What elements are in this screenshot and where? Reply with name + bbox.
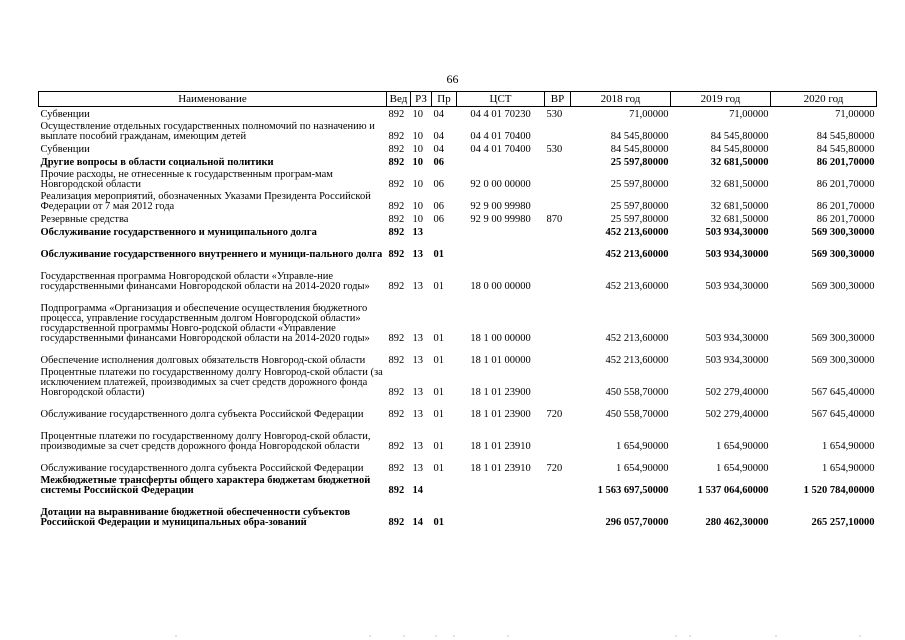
row-cst: 04 4 01 70400 bbox=[470, 144, 531, 155]
row-vr bbox=[545, 344, 571, 366]
row-rz: 13 bbox=[412, 387, 423, 398]
row-cst: 18 1 01 23910 bbox=[470, 463, 531, 474]
row-amount-2020: 86 201,70000 bbox=[816, 179, 875, 190]
row-pr: 06 bbox=[433, 179, 444, 190]
row-amount-2020: 569 300,30000 bbox=[811, 227, 875, 238]
row-ved: 892 bbox=[388, 214, 405, 225]
row-name: Обслуживание государственного долга субъекта Российской Федерации bbox=[40, 463, 364, 474]
row-amount-2018: 450 558,70000 bbox=[605, 387, 669, 398]
row-amount-2020: 569 300,30000 bbox=[811, 333, 875, 344]
row-vr bbox=[545, 225, 571, 238]
row-amount-2018: 452 213,60000 bbox=[605, 227, 669, 238]
row-ved: 892 bbox=[388, 179, 405, 190]
row-pr: 06 bbox=[433, 201, 444, 212]
row-ved: 892 bbox=[388, 157, 405, 168]
row-name: Прочие расходы, не отнесенные к государственным програм-мам Новгородской области bbox=[40, 169, 333, 190]
row-amount-2018: 1 654,90000 bbox=[616, 463, 669, 474]
row-pr: 01 bbox=[433, 517, 444, 528]
row-ved: 892 bbox=[388, 409, 405, 420]
row-cst bbox=[457, 155, 545, 168]
row-amount-2018: 25 597,80000 bbox=[610, 201, 669, 212]
row-pr: 01 bbox=[433, 441, 444, 452]
table-row bbox=[39, 238, 877, 260]
row-name: Обеспечение исполнения долговых обязательств Новгород-ской области bbox=[40, 355, 366, 366]
row-amount-2018: 452 213,60000 bbox=[605, 281, 669, 292]
row-vr: 720 bbox=[546, 463, 563, 474]
row-ved: 892 bbox=[388, 144, 405, 155]
row-amount-2019: 71,00000 bbox=[729, 109, 769, 120]
budget-table bbox=[38, 91, 877, 528]
row-amount-2019: 503 934,30000 bbox=[705, 281, 769, 292]
row-amount-2019: 502 279,40000 bbox=[705, 387, 769, 398]
row-ved: 892 bbox=[388, 249, 405, 260]
row-vr bbox=[545, 292, 571, 344]
row-ved: 892 bbox=[388, 109, 405, 120]
row-vr: 530 bbox=[546, 144, 563, 155]
row-cst bbox=[457, 225, 545, 238]
table-row bbox=[39, 190, 877, 212]
row-name: Процентные платежи по государственному долгу Новгород-ской области (за исключением платежей, производимых за счет средств дорожного фонда Новгородской области) bbox=[40, 367, 383, 398]
row-cst: 92 0 00 00000 bbox=[470, 179, 531, 190]
row-vr bbox=[545, 260, 571, 292]
row-pr: 04 bbox=[433, 144, 444, 155]
row-amount-2020: 567 645,40000 bbox=[811, 409, 875, 420]
row-rz: 14 bbox=[412, 485, 423, 496]
row-name: Дотации на выравнивание бюджетной обеспеченности субъектов Российской Федерации и муниципальных обра-зований bbox=[40, 507, 351, 528]
row-name: Государственная программа Новгородской области «Управле-ние государственными финансами Новгородской области на 2014-2020 годы» bbox=[40, 271, 370, 292]
table-row bbox=[39, 212, 877, 225]
row-name: Процентные платежи по государственному долгу Новгород-ской области, производимые за счет средств дорожного фонда Новгородской области bbox=[40, 431, 371, 452]
row-name: Подпрограмма «Организация и обеспечение осуществления бюджетного процесса, управление государственным долгом Новгородской области» государственной программы Новго-родской области «Управление государственными финансами Новгородской области на 2014-2020 годы» bbox=[40, 303, 370, 344]
row-ved: 892 bbox=[388, 227, 405, 238]
row-pr: 01 bbox=[433, 333, 444, 344]
row-rz: 13 bbox=[412, 355, 423, 366]
row-amount-2019: 32 681,50000 bbox=[710, 157, 769, 168]
row-vr bbox=[545, 238, 571, 260]
row-amount-2018: 25 597,80000 bbox=[610, 214, 669, 225]
row-vr bbox=[545, 168, 571, 190]
header-pr: Пр bbox=[432, 92, 457, 107]
row-rz: 10 bbox=[412, 201, 423, 212]
row-amount-2020: 567 645,40000 bbox=[811, 387, 875, 398]
row-rz: 13 bbox=[412, 463, 423, 474]
row-vr bbox=[545, 496, 571, 528]
row-ved: 892 bbox=[388, 441, 405, 452]
row-amount-2018: 452 213,60000 bbox=[605, 333, 669, 344]
row-rz: 14 bbox=[412, 517, 423, 528]
row-amount-2019: 503 934,30000 bbox=[705, 249, 769, 260]
row-name: Другие вопросы в области социальной политики bbox=[40, 157, 274, 168]
row-amount-2018: 450 558,70000 bbox=[605, 409, 669, 420]
row-vr bbox=[545, 474, 571, 496]
header-2020: 2020 год bbox=[771, 92, 877, 107]
row-rz: 10 bbox=[412, 144, 423, 155]
row-amount-2018: 1 563 697,50000 bbox=[597, 485, 669, 496]
row-pr: 04 bbox=[433, 109, 444, 120]
row-name: Резервные средства bbox=[40, 214, 129, 225]
table-row bbox=[39, 496, 877, 528]
row-pr bbox=[432, 225, 457, 238]
row-name: Субвенции bbox=[40, 144, 90, 155]
row-amount-2020: 569 300,30000 bbox=[811, 249, 875, 260]
row-cst: 92 9 00 99980 bbox=[470, 214, 531, 225]
row-vr: 530 bbox=[546, 109, 563, 120]
table-row bbox=[39, 474, 877, 496]
bottom-scan-artifacts bbox=[0, 632, 905, 640]
row-vr bbox=[545, 155, 571, 168]
row-amount-2019: 280 462,30000 bbox=[705, 517, 769, 528]
row-amount-2019: 1 654,90000 bbox=[716, 463, 769, 474]
row-pr: 01 bbox=[433, 463, 444, 474]
page-number: 66 bbox=[446, 72, 459, 86]
row-amount-2018: 452 213,60000 bbox=[605, 355, 669, 366]
row-amount-2018: 452 213,60000 bbox=[605, 249, 669, 260]
row-pr bbox=[432, 474, 457, 496]
row-name: Обслуживание государственного и муниципального долга bbox=[40, 227, 317, 238]
table-row bbox=[39, 107, 877, 121]
row-amount-2020: 84 545,80000 bbox=[816, 131, 875, 142]
row-rz: 10 bbox=[412, 109, 423, 120]
row-amount-2019: 1 537 064,60000 bbox=[697, 485, 769, 496]
row-vr: 720 bbox=[546, 409, 563, 420]
row-amount-2020: 84 545,80000 bbox=[816, 144, 875, 155]
header-2018: 2018 год bbox=[571, 92, 671, 107]
row-amount-2019: 32 681,50000 bbox=[710, 179, 769, 190]
row-name: Реализация мероприятий, обозначенных Указами Президента Российской Федерации от 7 мая 2012 года bbox=[40, 191, 371, 212]
table-row bbox=[39, 452, 877, 474]
row-amount-2020: 1 654,90000 bbox=[822, 463, 875, 474]
row-amount-2018: 25 597,80000 bbox=[610, 157, 669, 168]
row-vr bbox=[545, 190, 571, 212]
row-rz: 10 bbox=[412, 214, 423, 225]
row-cst: 18 1 00 00000 bbox=[470, 333, 531, 344]
row-cst bbox=[457, 474, 545, 496]
row-amount-2020: 569 300,30000 bbox=[811, 281, 875, 292]
row-amount-2020: 71,00000 bbox=[835, 109, 875, 120]
row-cst: 18 1 01 23900 bbox=[470, 409, 531, 420]
row-amount-2018: 296 057,70000 bbox=[605, 517, 669, 528]
row-ved: 892 bbox=[388, 463, 405, 474]
row-rz: 13 bbox=[412, 333, 423, 344]
table-row bbox=[39, 120, 877, 142]
row-name: Обслуживание государственного внутреннего и муници-пального долга bbox=[40, 249, 383, 260]
row-amount-2019: 84 545,80000 bbox=[710, 131, 769, 142]
row-amount-2020: 1 520 784,00000 bbox=[803, 485, 875, 496]
table-row bbox=[39, 225, 877, 238]
table-row bbox=[39, 420, 877, 452]
row-amount-2018: 71,00000 bbox=[629, 109, 669, 120]
row-amount-2020: 86 201,70000 bbox=[816, 214, 875, 225]
row-amount-2019: 502 279,40000 bbox=[705, 409, 769, 420]
row-amount-2018: 84 545,80000 bbox=[610, 131, 669, 142]
row-amount-2019: 32 681,50000 bbox=[710, 201, 769, 212]
row-amount-2019: 503 934,30000 bbox=[705, 333, 769, 344]
row-vr bbox=[545, 420, 571, 452]
row-cst: 04 4 01 70230 bbox=[470, 109, 531, 120]
row-cst bbox=[457, 496, 545, 528]
row-amount-2019: 32 681,50000 bbox=[710, 214, 769, 225]
row-cst: 18 1 01 00000 bbox=[470, 355, 531, 366]
header-vr: ВР bbox=[545, 92, 571, 107]
row-cst: 18 1 01 23900 bbox=[470, 387, 531, 398]
row-pr: 01 bbox=[433, 249, 444, 260]
row-rz: 13 bbox=[412, 249, 423, 260]
header-ved: Вед bbox=[387, 92, 411, 107]
row-pr: 04 bbox=[433, 131, 444, 142]
header-rz: РЗ bbox=[411, 92, 432, 107]
row-pr: 01 bbox=[433, 355, 444, 366]
row-amount-2019: 503 934,30000 bbox=[705, 355, 769, 366]
row-rz: 10 bbox=[412, 179, 423, 190]
row-ved: 892 bbox=[388, 355, 405, 366]
row-rz: 10 bbox=[412, 131, 423, 142]
row-vr: 870 bbox=[546, 214, 563, 225]
row-amount-2019: 503 934,30000 bbox=[705, 227, 769, 238]
row-cst: 18 1 01 23910 bbox=[470, 441, 531, 452]
table-row bbox=[39, 344, 877, 366]
row-pr: 01 bbox=[433, 387, 444, 398]
table-header-row bbox=[39, 92, 877, 107]
row-name: Осуществление отдельных государственных полномочий по назначению и выплате пособий гражданам, имеющим детей bbox=[40, 121, 375, 142]
row-ved: 892 bbox=[388, 333, 405, 344]
row-amount-2020: 1 654,90000 bbox=[822, 441, 875, 452]
row-pr: 06 bbox=[433, 214, 444, 225]
row-pr: 01 bbox=[433, 281, 444, 292]
row-rz: 13 bbox=[412, 281, 423, 292]
row-amount-2019: 1 654,90000 bbox=[716, 441, 769, 452]
table-row bbox=[39, 168, 877, 190]
row-rz: 10 bbox=[412, 157, 423, 168]
row-amount-2020: 86 201,70000 bbox=[816, 201, 875, 212]
table-row bbox=[39, 155, 877, 168]
row-amount-2020: 569 300,30000 bbox=[811, 355, 875, 366]
row-pr: 06 bbox=[433, 157, 444, 168]
header-name: Наименование bbox=[39, 92, 387, 107]
row-rz: 13 bbox=[412, 227, 423, 238]
row-amount-2018: 1 654,90000 bbox=[616, 441, 669, 452]
row-cst: 18 0 00 00000 bbox=[470, 281, 531, 292]
row-name: Обслуживание государственного долга субъекта Российской Федерации bbox=[40, 409, 364, 420]
table-row bbox=[39, 398, 877, 420]
row-ved: 892 bbox=[388, 517, 405, 528]
row-vr bbox=[545, 120, 571, 142]
table-row bbox=[39, 142, 877, 155]
row-ved: 892 bbox=[388, 485, 405, 496]
row-ved: 892 bbox=[388, 281, 405, 292]
row-amount-2019: 84 545,80000 bbox=[710, 144, 769, 155]
row-amount-2020: 265 257,10000 bbox=[811, 517, 875, 528]
row-pr: 01 bbox=[433, 409, 444, 420]
header-cst: ЦСТ bbox=[457, 92, 545, 107]
row-vr bbox=[545, 366, 571, 398]
table-row bbox=[39, 292, 877, 344]
row-amount-2018: 25 597,80000 bbox=[610, 179, 669, 190]
row-ved: 892 bbox=[388, 131, 405, 142]
row-amount-2020: 86 201,70000 bbox=[816, 157, 875, 168]
table-row bbox=[39, 260, 877, 292]
row-cst: 04 4 01 70400 bbox=[470, 131, 531, 142]
row-cst: 92 9 00 99980 bbox=[470, 201, 531, 212]
row-ved: 892 bbox=[388, 201, 405, 212]
row-cst bbox=[457, 238, 545, 260]
row-name: Межбюджетные трансферты общего характера бюджетам бюджетной системы Российской Федерации bbox=[40, 475, 371, 496]
row-ved: 892 bbox=[388, 387, 405, 398]
table-row bbox=[39, 366, 877, 398]
row-rz: 13 bbox=[412, 409, 423, 420]
row-name: Субвенции bbox=[40, 109, 90, 120]
row-amount-2018: 84 545,80000 bbox=[610, 144, 669, 155]
header-2019: 2019 год bbox=[671, 92, 771, 107]
row-rz: 13 bbox=[412, 441, 423, 452]
